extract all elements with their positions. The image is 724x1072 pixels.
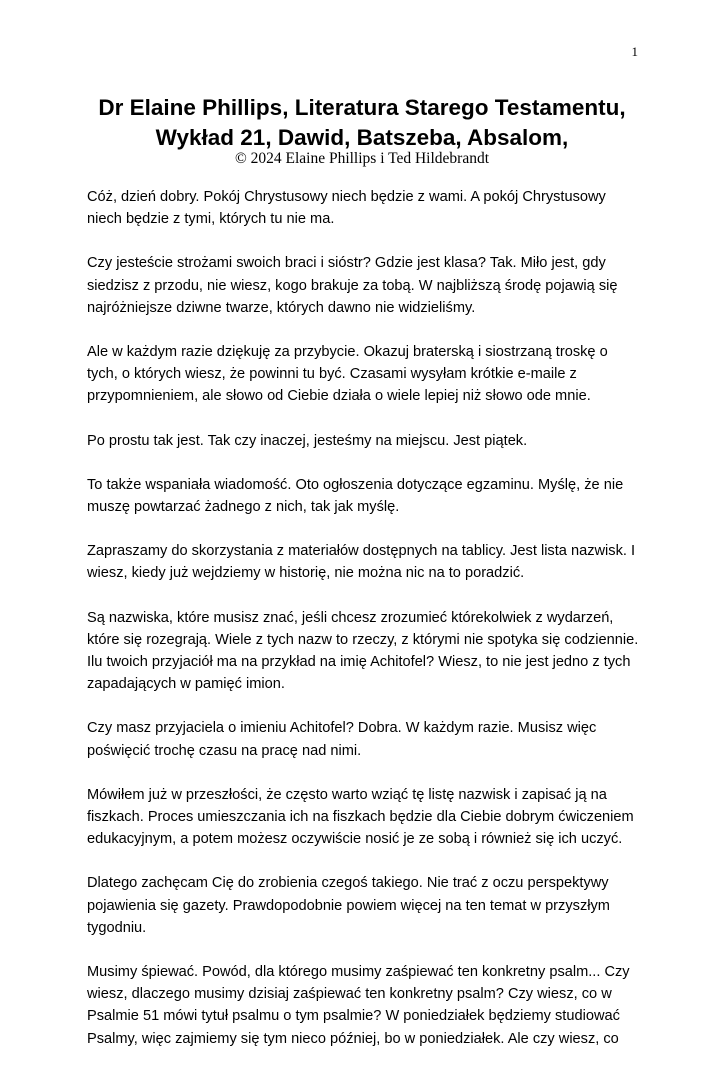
title-line-1: Dr Elaine Phillips, Literatura Starego Testamentu, <box>98 95 626 120</box>
copyright-line: © 2024 Elaine Phillips i Ted Hildebrandt <box>234 150 490 167</box>
paragraph: Czy jesteście strożami swoich braci i sióstr? Gdzie jest klasa? Tak. Miło jest, gdy siedzisz z przodu, nie wiesz, kogo brakuje za tobą. W najbliższą środę pojawią się najróżniejsze dziwne twarze, których dawno nie widzieliśmy. <box>87 255 618 316</box>
paragraph: To także wspaniała wiadomość. Oto ogłoszenia dotyczące egzaminu. Myślę, że nie muszę powtarzać żadnego z nich, tak jak myślę. <box>87 476 624 516</box>
paragraph: Po prostu tak jest. Tak czy inaczej, jesteśmy na miejscu. Jest piątek. <box>87 432 528 449</box>
paragraph: Mówiłem już w przeszłości, że często warto wziąć tę listę nazwisk i zapisać ją na fiszkach. Proces umieszczania ich na fiszkach będzie dla Ciebie dobrym ćwiczeniem edukacyjnym, a potem możesz oczywiście nosić je ze sobą i również się ich uczyć. <box>87 786 634 848</box>
title-line-2: Wykład 21, Dawid, Batszeba, Absalom, <box>155 125 569 150</box>
paragraph: Są nazwiska, które musisz znać, jeśli chcesz zrozumieć którekolwiek z wydarzeń, które się rozegrają. Wiele z tych nazw to rzeczy, z którymi nie spotyka się codziennie. Ilu twoich przyjaciół ma na przykład na imię Achitofel? Wiesz, to nie jest jedno z tych zapadających w pamięć imion. <box>87 609 639 693</box>
paragraph: Musimy śpiewać. Powód, dla którego musimy zaśpiewać ten konkretny psalm... Czy wiesz, dlaczego musimy dzisiaj zaśpiewać ten konkretny psalm? Czy wiesz, co w Psalmie 51 mówi tytuł psalmu o tym psalmie? W poniedziałek będziemy studiować Psalmy, więc zajmiemy się tym nieco później, bo w poniedziałek. Ale czy wiesz, co <box>87 964 630 1047</box>
paragraph: Zapraszamy do skorzystania z materiałów dostępnych na tablicy. Jest lista nazwisk. I wiesz, kiedy już wejdziemy w historię, nie można nic na to poradzić. <box>87 543 636 582</box>
paragraph: Dlatego zachęcam Cię do zrobienia czegoś takiego. Nie trać z oczu perspektywy pojawienia się gazety. Prawdopodobnie powiem więcej na ten temat w przyszłym tygodniu. <box>87 875 610 936</box>
paragraph: Cóż, dzień dobry. Pokój Chrystusowy niech będzie z wami. A pokój Chrystusowy niech będzie z tymi, których tu nie ma. <box>87 189 606 228</box>
paragraph: Czy masz przyjaciela o imieniu Achitofel? Dobra. W każdym razie. Musisz więc poświęcić trochę czasu na pracę nad nimi. <box>87 720 597 759</box>
document-title <box>60 93 664 153</box>
body-text <box>87 186 642 1072</box>
paragraph: Ale w każdym razie dziękuję za przybycie. Okazuj braterską i siostrzaną troskę o tych, o których wiesz, że powinni tu być. Czasami wysyłam krótkie e-maile z przypomnieniem, ale słowo od Ciebie działa o wiele lepiej niż słowo ode mnie. <box>87 344 608 405</box>
page-number: 1 <box>631 44 638 59</box>
